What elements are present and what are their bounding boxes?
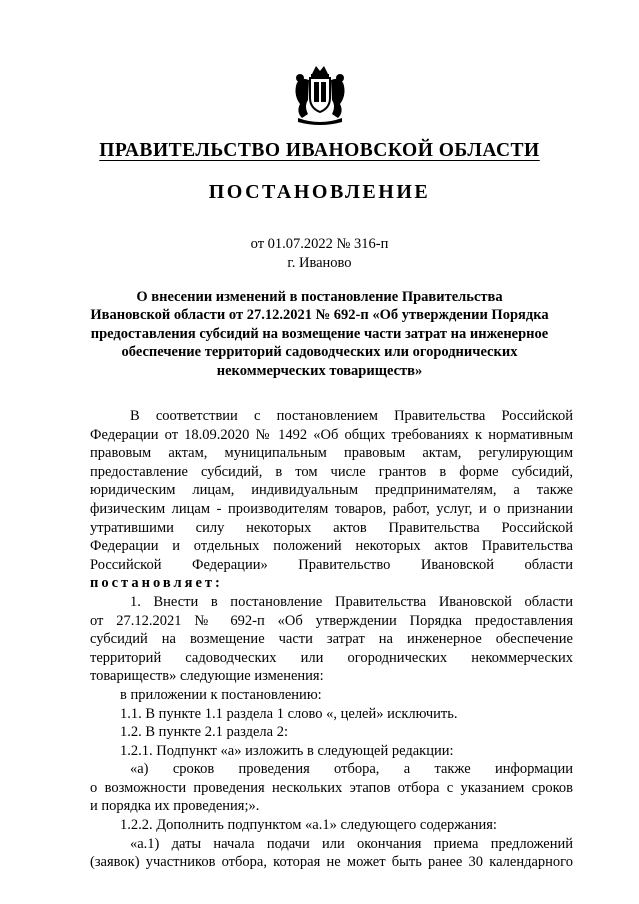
heading-line: О внесении изменений в постановление Правительства xyxy=(136,289,503,305)
body-line: «а) сроков проведения отбора, а также информации xyxy=(130,761,573,778)
body-line: 1.2. В пункте 2.1 раздела 2: xyxy=(120,724,288,741)
body-line: субсидий на возмещение части затрат на инженерное обеспечение xyxy=(90,631,573,648)
document-date-number: от 01.07.2022 № 316-п xyxy=(250,236,389,252)
heading-line: некоммерческих товариществ» xyxy=(216,362,423,379)
body-line: от 27.12.2021 № 692-п «Об утверждении Порядка предоставления xyxy=(90,612,573,629)
document-heading xyxy=(60,288,579,380)
body-line: «а.1) даты начала подачи или окончания приема предложений xyxy=(130,835,573,852)
body-line: о возможности проведения нескольких этапов отбора с указанием сроков xyxy=(90,779,573,796)
body-line: физическим лицам - производителям товаров, работ, услуг, и о признании xyxy=(90,500,573,517)
body-line: Федерации от 18.09.2020 № 1492 «Об общих требованиях к нормативным xyxy=(90,426,573,443)
government-name: ПРАВИТЕЛЬСТВО ИВАНОВСКОЙ ОБЛАСТИ xyxy=(99,140,540,161)
heading-line: Ивановской области от 27.12.2021 № 692-п «Об утверждении Порядка xyxy=(90,307,549,324)
body-line: территорий садоводческих или огороднических некоммерческих xyxy=(90,649,573,666)
body-line: 1.2.1. Подпункт «а» изложить в следующей редакции: xyxy=(120,742,454,759)
body-line: в приложении к постановлению: xyxy=(120,686,322,703)
document-type: ПОСТАНОВЛЕНИЕ xyxy=(208,181,431,203)
body-line: предоставление субсидий, в том числе грантов в форме субсидий, xyxy=(90,463,573,480)
body-line: правовым актам, муниципальным правовым актам, регулирующим xyxy=(90,445,573,462)
body-line: (заявок) участников отбора, которая не может быть ранее 30 календарного xyxy=(90,854,573,871)
body-line: 1.2.2. Дополнить подпунктом «а.1» следующего содержания: xyxy=(120,817,497,834)
body-line: юридическим лицам, индивидуальным предпринимателям, а также xyxy=(90,482,573,499)
body-line: Федерации и отдельных положений некоторых актов Правительства xyxy=(90,538,573,555)
body-line: 1. Внести в постановление Правительства Ивановской области xyxy=(130,593,573,610)
coat-of-arms-icon xyxy=(290,60,350,126)
body-line: Российской Федерации» Правительство Ивановской области xyxy=(90,556,573,573)
body-line: 1.1. В пункте 1.1 раздела 1 слово «, целей» исключить. xyxy=(120,705,458,722)
document-city: г. Иваново xyxy=(287,255,352,271)
body-line: утратившими силу некоторых актов Правительства Российской xyxy=(90,519,573,536)
heading-line: обеспечение территорий садоводческих или огороднических xyxy=(121,344,518,361)
body-line: В соответствии с постановлением Правительства Российской xyxy=(130,408,573,424)
resolves-word: постановляет: xyxy=(90,575,223,592)
body-line: товариществ» следующие изменения: xyxy=(90,668,324,685)
body-line: и порядка их проведения;». xyxy=(90,798,260,815)
heading-line: предоставления субсидий на возмещение части затрат на инженерное xyxy=(90,325,549,342)
document-body xyxy=(90,407,573,872)
